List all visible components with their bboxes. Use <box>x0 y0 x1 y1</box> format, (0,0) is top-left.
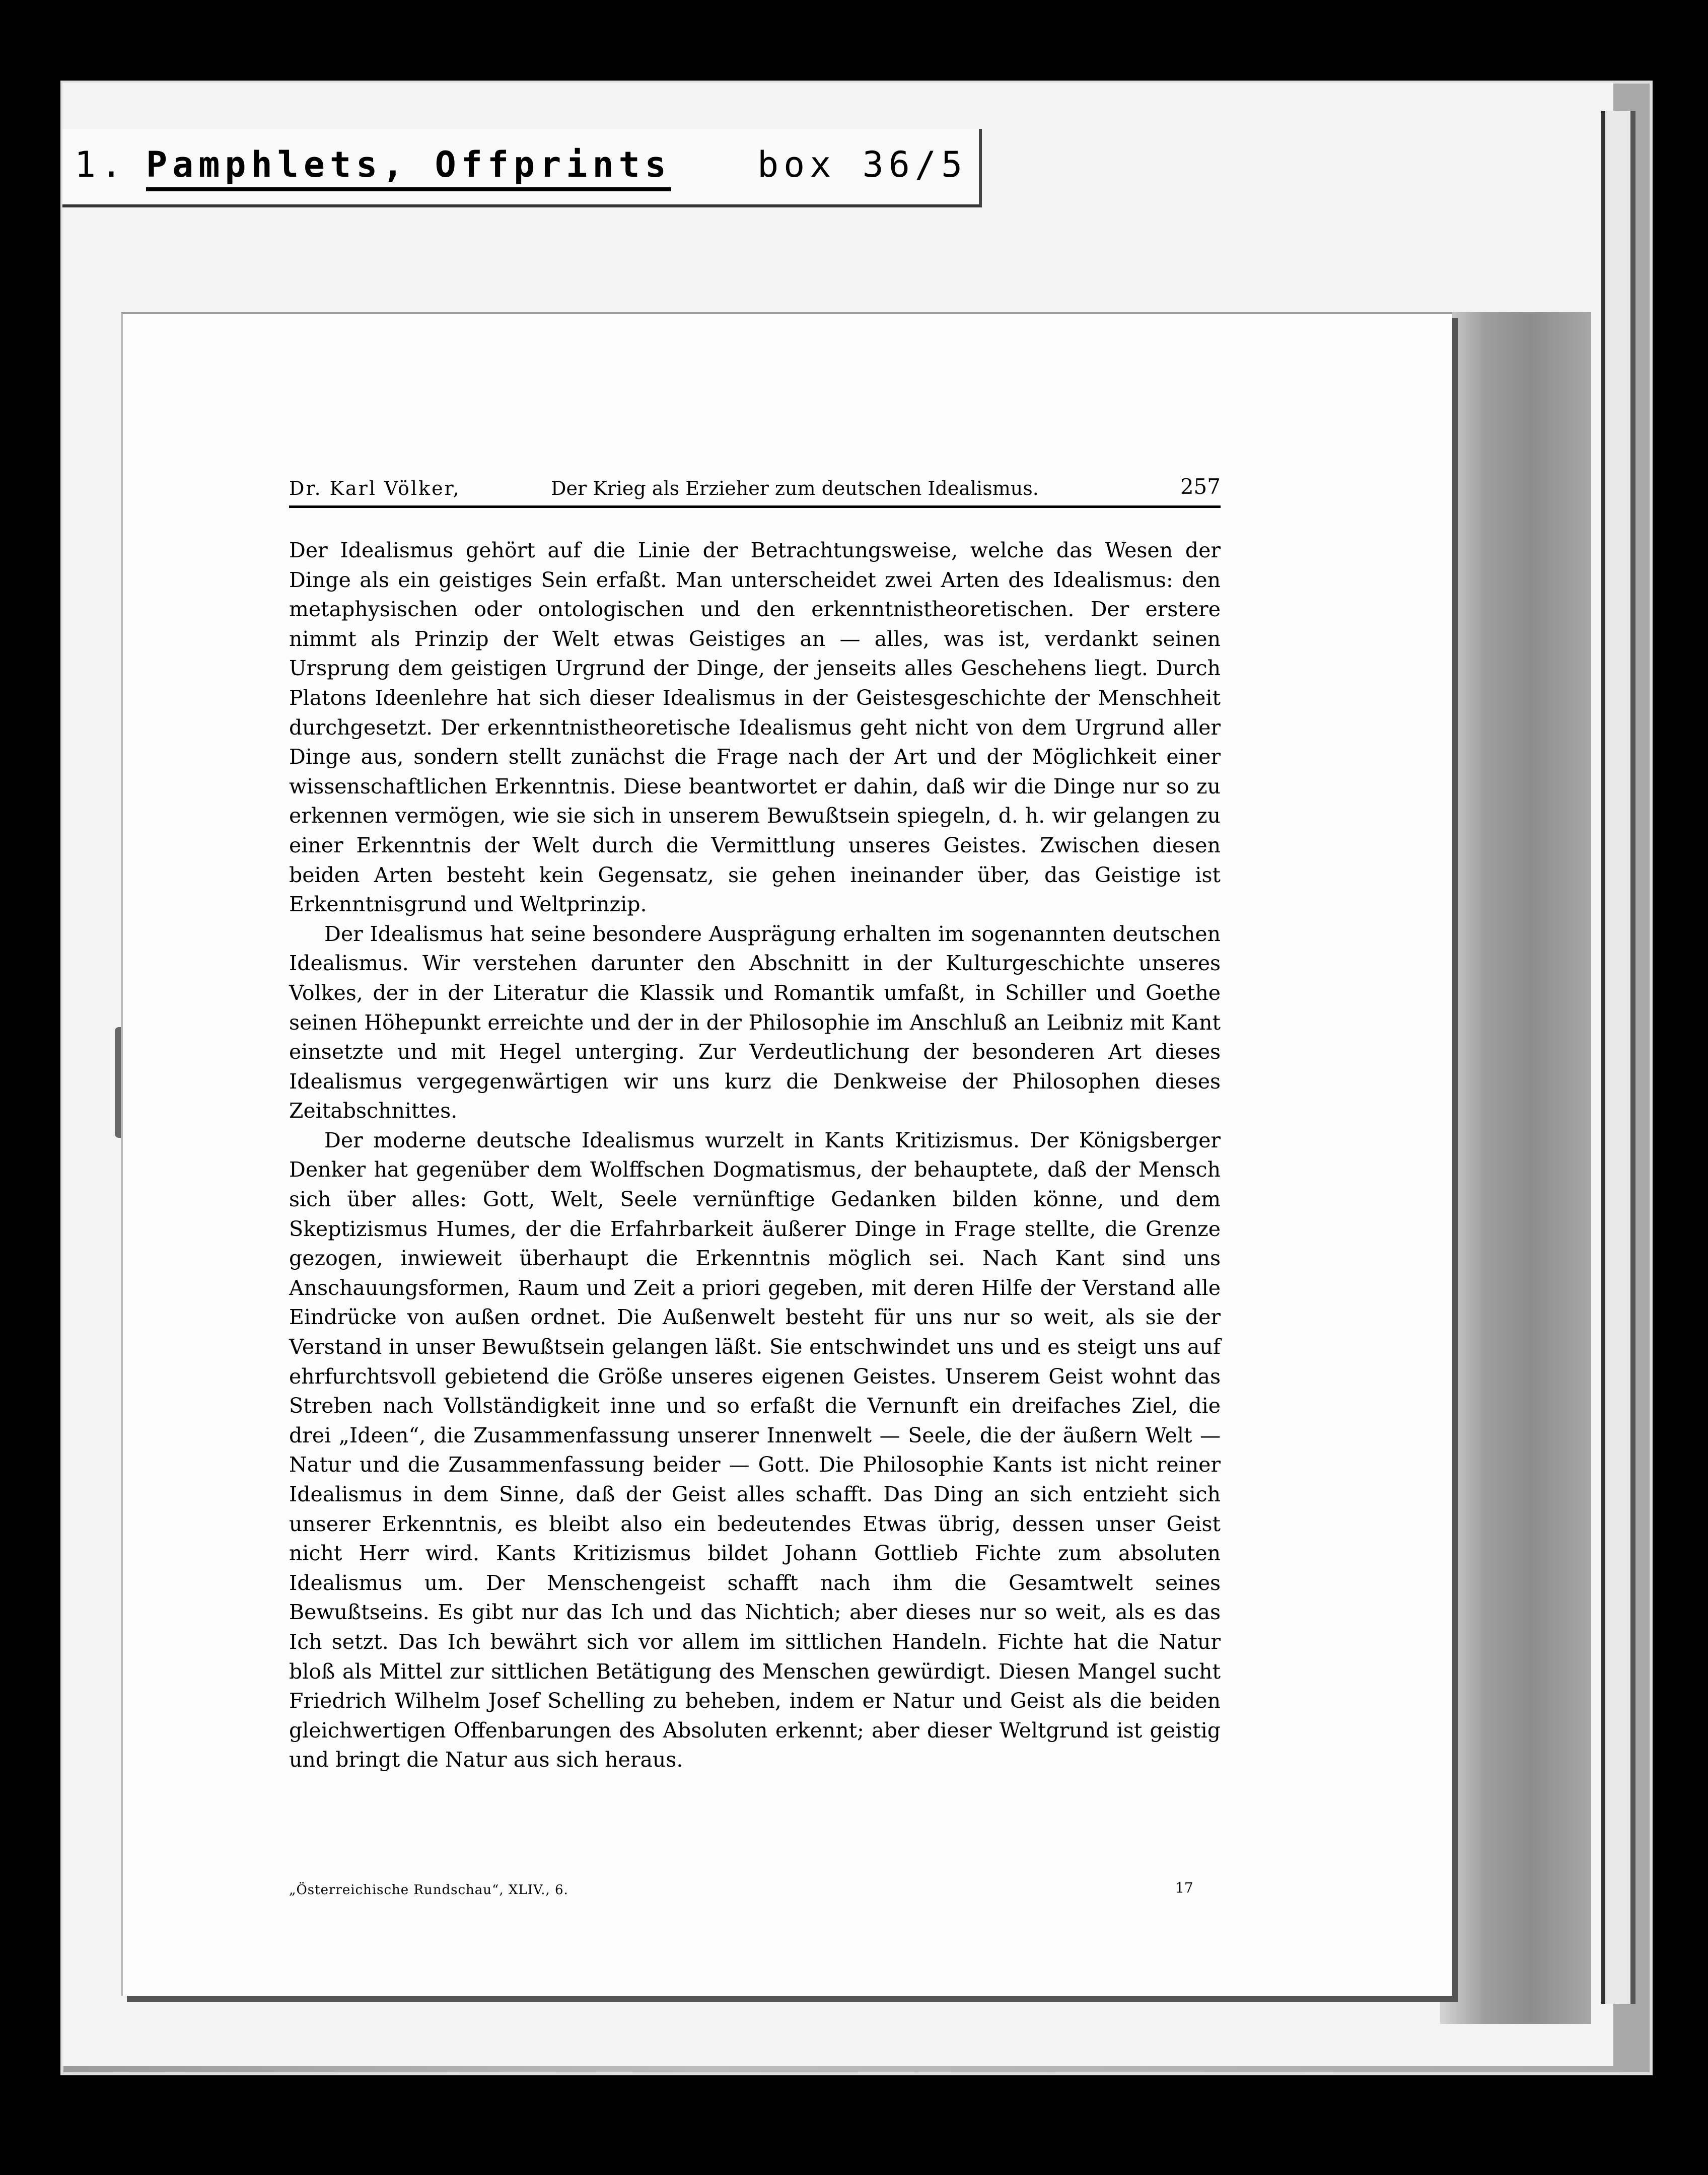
paragraph-1: Der Idealismus gehört auf die Linie der Betrachtungsweise, welche das Wesen der Dinge als ein geistiges Sein erfaßt. Man unterscheidet zwei Arten des Idealismus: den metaphysischen oder ontologischen und den erkenntnistheoretischen. Der erstere nimmt als Prinzip der Welt etwas Geistiges an — alles, was ist, verdankt seinen Ursprung dem geistigen Urgrund der Dinge, der jenseits alles Geschehens liegt. Durch Platons Ideenlehre hat sich dieser Idealismus in der Geistesgeschichte der Menschheit durchgesetzt. Der erkenntnistheoretische Idealismus geht nicht von dem Urgrund aller Dinge aus, sondern stellt zunächst die Frage nach der Art und der Möglichkeit einer wissenschaftlichen Erkenntnis. Diese beantwortet er dahin, daß wir die Dinge nur so zu erkennen vermögen, wie sie sich in unserem Bewußtsein spiegeln, d. h. wir gelangen zu einer Erkenntnis der Welt durch die Vermittlung unseres Geistes. Zwischen diesen beiden Arten besteht kein Gegensatz, sie gehen ineinander über, das Geistige ist Erkenntnisgrund und Weltprinzip. <box>289 538 1221 917</box>
page-number: 257 <box>1180 474 1221 499</box>
running-head-title: Der Krieg als Erzieher zum deutschen Idealismus. <box>551 477 1039 499</box>
folder-shadow <box>1440 312 1591 2024</box>
archive-label <box>62 129 982 207</box>
footer-source: „Österreichische Rundschau“, XLIV., 6. <box>289 1882 568 1898</box>
body-text <box>289 536 1221 1775</box>
footer-signature: 17 <box>1175 1879 1193 1896</box>
archive-label-box: box 36/5 <box>757 144 968 185</box>
folder-edge <box>1601 111 1635 2004</box>
running-head <box>289 470 1221 508</box>
paragraph-3: Der moderne deutsche Idealismus wurzelt in Kants Kritizismus. Der Königsberger Denker hat gegenüber dem Wolffschen Dogmatismus, der behauptete, daß der Mensch sich über alles: Gott, Welt, Seele vernünftige Gedanken bilden könne, und dem Skeptizismus Humes, der die Erfahrbarkeit äußerer Dinge in Frage stellte, die Grenze gezogen, inwieweit überhaupt die Erkenntnis möglich sei. Nach Kant sind uns Anschauungsformen, Raum und Zeit a priori gegeben, mit deren Hilfe der Verstand alle Eindrücke von außen ordnet. Die Außenwelt besteht für uns nur so weit, als sie der Verstand in unser Bewußtsein gelangen läßt. Sie entschwindet uns und es steigt uns auf ehrfurchtsvoll gebietend die Größe unseres eigenen Geistes. Unserem Geist wohnt das Streben nach Vollständigkeit inne und so erfaßt die Vernunft ein dreifaches Ziel, die drei „Ideen“, die Zusammenfassung unserer Innenwelt — Seele, die der äußern Welt — Natur und die Zusammenfassung beider — Gott. Die Philosophie Kants ist nicht reiner Idealismus in dem Sinne, daß der Geist alles schafft. Das Ding an sich entzieht sich unserer Erkenntnis, es bleibt also ein bedeutendes Etwas übrig, dessen unser Geist nicht Herr wird. Kants Kritizismus bildet Johann Gottlieb Fichte zum absoluten Idealismus um. Der Menschengeist schafft nach ihm die Gesamtwelt seines Bewußtseins. Es gibt nur das Ich und das Nichtich; aber dieses nur so weit, als es das Ich setzt. Das Ich bewährt sich vor allem im sittlichen Handeln. Fichte hat die Natur bloß als Mittel zur sittlichen Betätigung des Menschen gewürdigt. Diesen Mangel sucht Friedrich Wilhelm Josef Schelling zu beheben, indem er Natur und Geist als die beiden gleichwertigen Offenbarungen des Absoluten erkennt; aber dieser Weltgrund ist geistig und bringt die Natur aus sich heraus. <box>289 1128 1221 1772</box>
running-head-author: Dr. Karl Völker, <box>289 477 461 499</box>
archive-label-number: 1. <box>75 144 127 185</box>
paragraph-2: Der Idealismus hat seine besondere Ausprägung erhalten im sogenannten deutschen Idealismus. Wir verstehen darunter den Abschnitt in der Kulturgeschichte unseres Volkes, der in der Literatur die Klassik und Romantik umfaßt, in Schiller und Goethe seinen Höhepunkt erreichte und der in der Philosophie im Anschluß an Leibniz mit Kant einsetzte und mit Hegel unterging. Zur Verdeutlichung der besonderen Art dieses Idealismus vergegenwärtigen wir uns kurz die Denkweise der Philosophen dieses Zeitabschnittes. <box>289 921 1221 1123</box>
archive-label-title: Pamphlets, Offprints <box>146 144 671 191</box>
offprint-page <box>121 312 1452 1996</box>
